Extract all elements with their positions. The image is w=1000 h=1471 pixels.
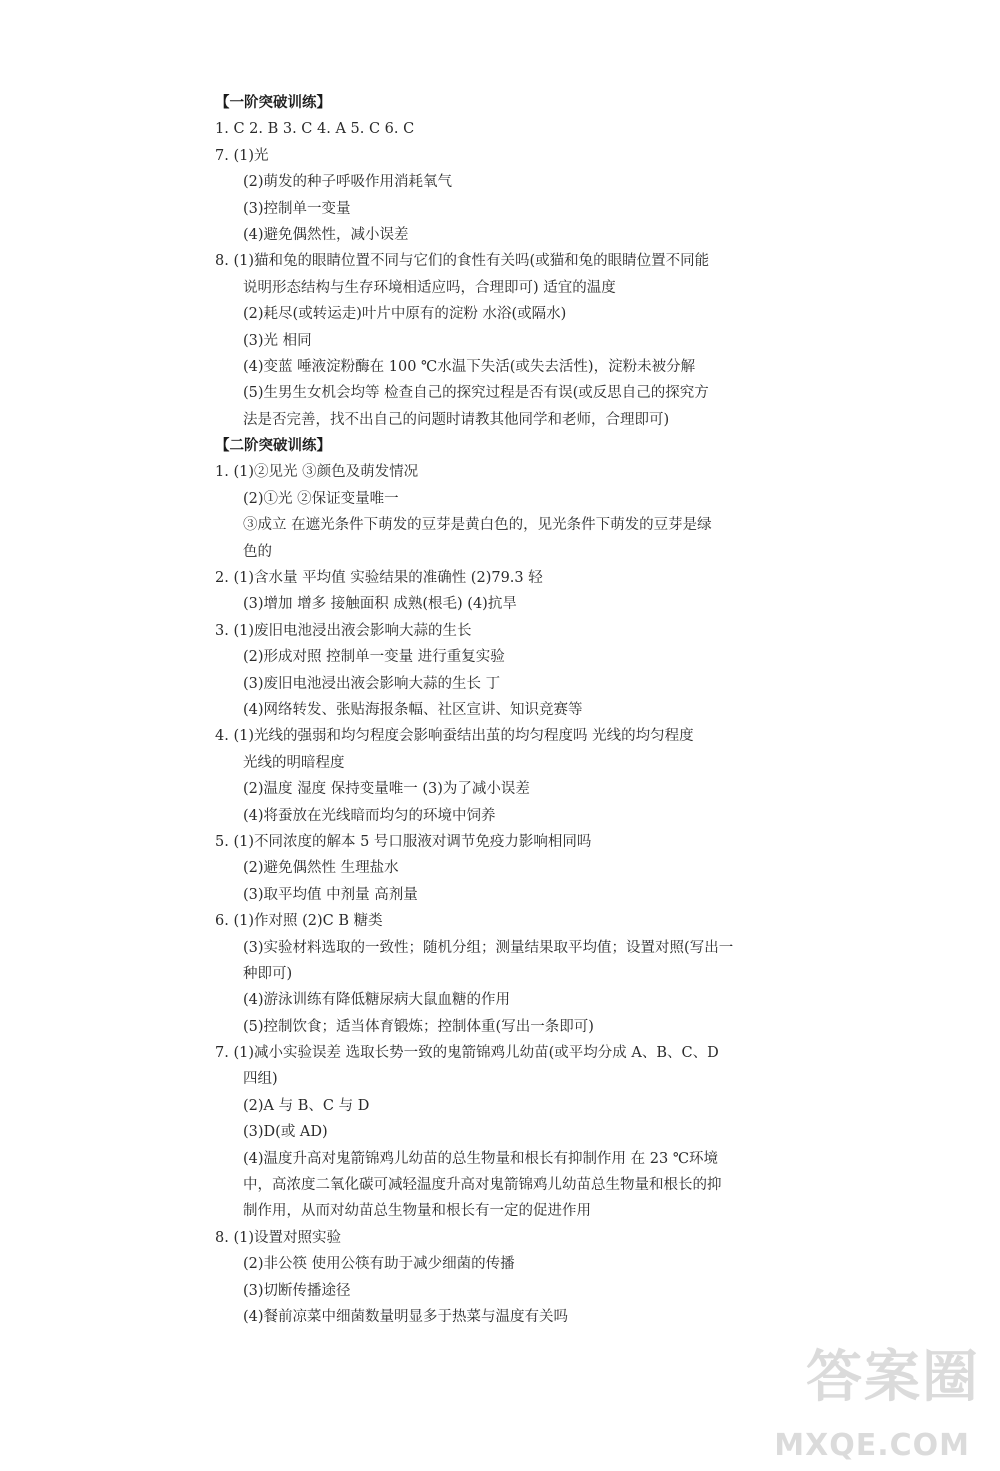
sub-answer-line: 色的	[243, 543, 272, 560]
sub-answer-line: (3)切断传播途径	[243, 1282, 351, 1299]
sub-answer-line: (2)避免偶然性 生理盐水	[243, 860, 399, 877]
sub-answer-line: (2)耗尽(或转运走)叶片中原有的淀粉 水浴(或隔水)	[243, 306, 567, 323]
sub-answer-line: (3)光 相同	[243, 332, 312, 349]
question-line: 5. (1)不同浓度的解本 5 号口服液对调节免疫力影响相同吗	[215, 833, 592, 850]
sub-answer-line: 中，高浓度二氧化碳可减轻温度升高对鬼箭锦鸡儿幼苗总生物量和根长的抑	[243, 1177, 722, 1194]
sub-answer-line: 光线的明暗程度	[243, 754, 345, 771]
sub-answer-line: (4)变蓝 唾液淀粉酶在 100 ℃水温下失活(或失去活性)，淀粉未被分解	[243, 358, 696, 375]
answer-content	[215, 90, 795, 1330]
question-line: 3. (1)废旧电池浸出液会影响大蒜的生长	[215, 622, 472, 639]
sub-answer-line: (3)废旧电池浸出液会影响大蒜的生长 丁	[243, 675, 501, 692]
sub-answer-line: 种即可)	[243, 965, 293, 982]
sub-answer-line: 说明形态结构与生存环境相适应吗，合理即可) 适宜的温度	[243, 279, 616, 296]
sub-answer-line: (2)形成对照 控制单一变量 进行重复实验	[243, 649, 505, 666]
section-heading: 【二阶突破训练】	[215, 437, 331, 455]
sub-answer-line: (2)非公筷 使用公筷有助于减少细菌的传播	[243, 1256, 515, 1273]
question-line: 6. (1)作对照 (2)C B 糖类	[215, 913, 383, 930]
watermark-logo	[765, 1333, 980, 1463]
sub-answer-line: (4)将蚕放在光线暗而均匀的环境中饲养	[243, 807, 496, 824]
question-line: 1. (1)②见光 ③颜色及萌发情况	[215, 464, 419, 481]
sub-answer-line: (2)①光 ②保证变量唯一	[243, 490, 399, 507]
sub-answer-line: (3)控制单一变量	[243, 200, 351, 217]
watermark-url: MXQE.COM	[774, 1428, 970, 1463]
sub-answer-line: (2)温度 湿度 保持变量唯一 (3)为了减小误差	[243, 781, 530, 798]
sub-answer-line: (4)游泳训练有降低糖尿病大鼠血糖的作用	[243, 992, 511, 1009]
question-line: 4. (1)光线的强弱和均匀程度会影响蚕结出茧的均匀程度吗 光线的均匀程度	[215, 728, 694, 745]
sub-answer-line: (5)生男生女机会均等 检查自己的探究过程是否有误(或反思自己的探究方	[243, 385, 709, 402]
question-line: 2. (1)含水量 平均值 实验结果的准确性 (2)79.3 轻	[215, 570, 543, 587]
sub-answer-line: 制作用，从而对幼苗总生物量和根长有一定的促进作用	[243, 1203, 591, 1220]
sub-answer-line: (4)网络转发、张贴海报条幅、社区宣讲、知识竞赛等	[243, 701, 583, 718]
sub-answer-line: 法是否完善，找不出自己的问题时请教其他同学和老师，合理即可)	[243, 411, 670, 428]
sub-answer-line: (3)实验材料选取的一致性；随机分组；测量结果取平均值；设置对照(写出一	[243, 939, 734, 956]
sub-answer-line: (4)餐前凉菜中细菌数量明显多于热菜与温度有关吗	[243, 1308, 569, 1325]
sub-answer-line: (5)控制饮食；适当体育锻炼；控制体重(写出一条即可)	[243, 1018, 594, 1035]
watermark-chars: 答案圈	[806, 1345, 980, 1410]
sub-answer-line: (4)避免偶然性，减小误差	[243, 226, 409, 243]
question-line: 8. (1)猫和兔的眼睛位置不同与它们的食性有关吗(或猫和兔的眼睛位置不同能	[215, 253, 710, 270]
sub-answer-line: (3)D(或 AD)	[243, 1124, 328, 1141]
question-line: 7. (1)减小实验误差 选取长势一致的鬼箭锦鸡儿幼苗(或平均分成 A、B、C、D	[215, 1045, 719, 1062]
sub-answer-line: (3)增加 增多 接触面积 成熟(根毛) (4)抗旱	[243, 596, 517, 613]
section-heading: 【一阶突破训练】	[215, 94, 331, 111]
sub-answer-line: (4)温度升高对鬼箭锦鸡儿幼苗的总生物量和根长有抑制作用 在 23 ℃环境	[243, 1150, 719, 1167]
question-line: 8. (1)设置对照实验	[215, 1229, 341, 1246]
sub-answer-line: ③成立 在遮光条件下萌发的豆芽是黄白色的，见光条件下萌发的豆芽是绿	[243, 517, 712, 534]
question-line: 1. C 2. B 3. C 4. A 5. C 6. C	[215, 121, 415, 138]
question-line: 7. (1)光	[215, 147, 269, 164]
sub-answer-line: (3)取平均值 中剂量 高剂量	[243, 886, 418, 903]
sub-answer-line: 四组)	[243, 1071, 278, 1088]
sub-answer-line: (2)萌发的种子呼吸作用消耗氧气	[243, 174, 453, 191]
sub-answer-line: (2)A 与 B、C 与 D	[243, 1097, 370, 1114]
